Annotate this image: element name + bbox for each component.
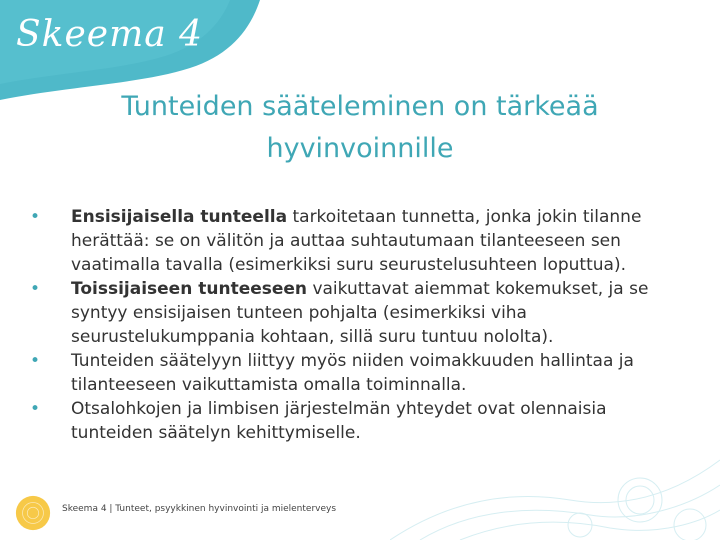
bullet-item (28, 205, 688, 277)
bullet-text: Tunteiden säätelyyn liittyy myös niiden voimakkuuden hallintaa ja tilanteeseen vaikuttamista omalla toiminnalla. (71, 351, 634, 395)
bullet-text: tarkoitetaan tunnetta, jonka jokin tilanne herättää: se on välitön ja auttaa suhtautumaan tilanteeseen sen vaatimalla tavalla (esimerkiksi suru seurustelusuhteen loputtua). (71, 207, 642, 275)
bullet-marker: • (30, 207, 41, 227)
bullet-marker: • (30, 279, 41, 299)
bullet-marker: • (30, 351, 41, 371)
bullet-item (28, 349, 688, 397)
bullet-text: Otsalohkojen ja limbisen järjestelmän yhteydet ovat olennaisia tunteiden säätelyn kehittymiselle. (71, 399, 607, 443)
footer-text: Skeema 4 | Tunteet, psyykkinen hyvinvointi ja mielenterveys (62, 504, 337, 514)
bullet-list (28, 205, 688, 445)
decorative-pattern (390, 430, 720, 540)
bullet-bold-term: Toissijaiseen tunteeseen (71, 279, 308, 299)
bullet-marker: • (30, 399, 41, 419)
bullet-bold-term: Ensisijaisella tunteella (71, 207, 288, 227)
app-logo: Skeema 4 (16, 14, 204, 55)
slide-title: Tunteiden sääteleminen on tärkeää hyvinvoinnille (121, 91, 599, 164)
sun-flower-icon (14, 494, 52, 532)
bullet-text: vaikuttavat aiemmat kokemukset, ja se syntyy ensisijaisen tunteen pohjalta (esimerkiksi viha seurustelukumppania kohtaan, sillä suru tuntuu nololta). (71, 279, 649, 347)
bullet-item (28, 277, 688, 349)
